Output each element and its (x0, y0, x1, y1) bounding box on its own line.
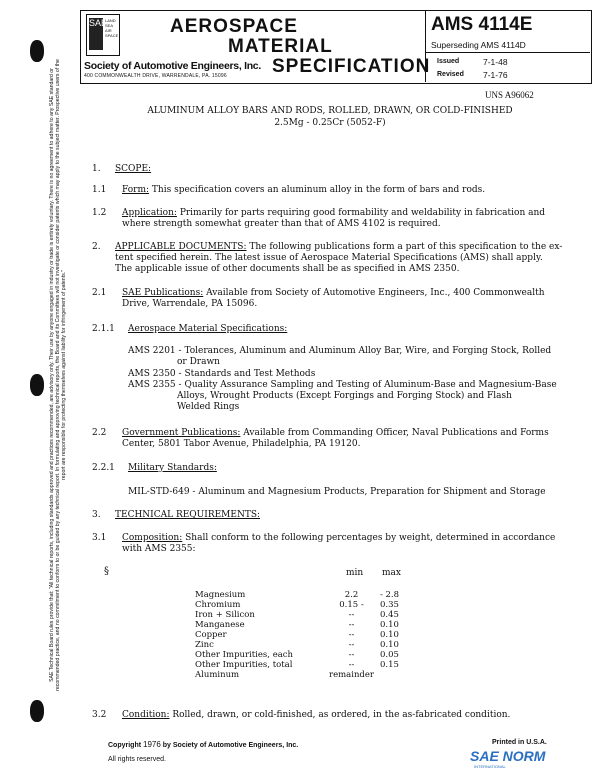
composition-row (192, 650, 402, 660)
element-max: - 2.8 (379, 590, 400, 600)
s1-num: 1. (92, 164, 101, 174)
specification-title: SPECIFICATION (272, 56, 431, 77)
composition-row (192, 670, 402, 680)
s3-1-num: 3.1 (92, 533, 107, 543)
element-max: 0.35 (379, 600, 399, 610)
s1-1-num: 1.1 (92, 185, 107, 195)
revised-label: Revised (437, 71, 464, 78)
element-name: Chromium (195, 600, 241, 610)
element-min: -- (348, 660, 355, 670)
element-name: Other Impurities, total (195, 660, 293, 670)
element-max: 0.10 (379, 640, 399, 650)
mil-std-649: MIL-STD-649 - Aluminum and Magnesium Products, Preparation for Shipment and Storage (128, 487, 546, 497)
s3-2-num: 3.2 (92, 710, 107, 720)
material-title: MATERIAL (228, 36, 333, 57)
element-min: -- (348, 620, 355, 630)
binder-hole-middle (30, 374, 44, 396)
s2-1-para: SAE Publications: Available from Society of Automotive Engineers, Inc., 400 Commonwealth Drive, Warrendale, PA 15096. (122, 288, 545, 309)
s2-1-num: 2.1 (92, 288, 107, 298)
org-address: 400 COMMONWEALTH DRIVE, WARRENDALE, PA. 15096 (84, 73, 227, 79)
s2-2-1-title: Military Standards: (128, 463, 217, 473)
element-max: 0.05 (379, 650, 399, 660)
s1-1-para: Form: This specification covers an aluminum alloy in the form of bars and rods. (122, 185, 486, 195)
binder-hole-top (30, 40, 44, 62)
element-min: 2.2 (344, 590, 359, 600)
ams-ref-2350: AMS 2350 - Standards and Test Methods (128, 369, 316, 379)
composition-row (192, 660, 402, 670)
s2-num: 2. (92, 242, 101, 252)
element-min: -- (348, 650, 355, 660)
aerospace-title: AEROSPACE (170, 16, 298, 37)
element-max: 0.10 (379, 630, 399, 640)
issued-label: Issued (437, 58, 460, 65)
revised-date: 7-1-76 (483, 70, 508, 80)
element-name: Magnesium (195, 590, 246, 600)
element-name: Other Impurities, each (195, 650, 294, 660)
composition-row (192, 610, 402, 620)
superseding: Superseding AMS 4114D (431, 40, 526, 50)
element-max: 0.15 (379, 660, 399, 670)
element-min: 0.15 - (339, 600, 364, 610)
doc-title-line1: ALUMINUM ALLOY BARS AND RODS, ROLLED, DRAWN, OR COLD-FINISHED (147, 106, 513, 116)
composition-row (192, 640, 402, 650)
header-rule (426, 52, 590, 53)
sae-logo-mark: SAE (89, 18, 103, 50)
element-name: Aluminum (195, 670, 240, 680)
uns-number: UNS A96062 (485, 90, 534, 100)
element-name: Zinc (195, 640, 214, 650)
ams-ref-2355: AMS 2355 - Quality Assurance Sampling and Testing of Aluminum-Base and Magnesium-Base Alloys, Wrought Products (Except Forgings and Forging Stock) and Flash Welded Rings (128, 380, 557, 412)
composition-mark: § (104, 566, 109, 577)
org-name: Society of Automotive Engineers, Inc. (84, 60, 261, 72)
s3-1-para: Composition: Shall conform to the following percentages by weight, determined in accordance with AMS 2355: (122, 533, 556, 554)
element-name: Copper (195, 630, 227, 640)
composition-row (192, 630, 402, 640)
element-max: 0.10 (379, 620, 399, 630)
element-min: -- (348, 640, 355, 650)
s2-1-1-num: 2.1.1 (92, 324, 115, 334)
sae-logo (86, 14, 120, 56)
s2-2-1-num: 2.2.1 (92, 463, 115, 473)
composition-table (192, 590, 402, 680)
element-min: remainder (329, 670, 374, 680)
doc-number: AMS 4114E (431, 14, 533, 35)
s1-2-para: Application: Primarily for parts requiring good formability and weldability in fabrication and where strength somewhat greater than that of AMS 4102 is required. (122, 208, 546, 229)
s2-para: APPLICABLE DOCUMENTS: The following publications form a part of this specification to the ex- tent specified herein. The latest issue of Aerospace Material Specifications (AMS) shall apply. The applicable issue of other documents shall be as specified in AMS 2350. (115, 242, 563, 274)
s3-title: TECHNICAL REQUIREMENTS: (115, 510, 261, 520)
element-max: 0.45 (379, 610, 399, 620)
element-min: -- (348, 610, 355, 620)
binder-hole-bottom (30, 700, 44, 722)
element-max (377, 670, 402, 680)
element-min: -- (348, 630, 355, 640)
col-min-header: min (346, 568, 364, 578)
s3-2-para: Condition: Rolled, drawn, or cold-finished, as ordered, in the as-fabricated condition. (122, 710, 511, 720)
element-name: Iron + Silicon (195, 610, 255, 620)
side-notice: SAE Technical Board rules provide that: "All technical reports, including standards approved and practices recommended, are advisory only. Their use by anyone engaged in industry or trade is entirely voluntary. There is no agreement to adhere to any SAE standard or recommended practice, and no commitment to conform to or be guided by any technical report. In formulating and approving technical reports, the Board and its Committees will not investigate or consider patents which may apply to the subject matter. Prospective users of the report are responsible for protecting themselves against liability for infringement of patents." (49, 59, 67, 691)
composition-row (192, 600, 402, 610)
composition-row (192, 620, 402, 630)
col-max-header: max (382, 568, 401, 578)
s3-num: 3. (92, 510, 101, 520)
issued-date: 7-1-48 (483, 57, 508, 67)
s2-2-para: Government Publications: Available from Commanding Officer, Naval Publications and Forms Center, 5801 Tabor Avenue, Philadelphia, PA 19120. (122, 428, 549, 449)
s1-title: SCOPE: (115, 164, 152, 174)
watermark-sub: INTERNATIONAL (474, 764, 506, 769)
rights: All rights reserved. (108, 756, 166, 763)
printed: Printed in U.S.A. (492, 739, 547, 746)
s2-2-num: 2.2 (92, 428, 107, 438)
doc-title-line2: 2.5Mg - 0.25Cr (5052-F) (274, 118, 386, 128)
watermark: SAE NORM (470, 748, 546, 764)
sae-logo-text: LAND SEA AIR SPACE (105, 18, 119, 38)
element-name: Manganese (195, 620, 245, 630)
s2-1-1-title: Aerospace Material Specifications: (128, 324, 288, 334)
copyright: Copyright 1976 by Society of Automotive Engineers, Inc. (108, 740, 299, 749)
ams-ref-2201: AMS 2201 - Tolerances, Aluminum and Aluminum Alloy Bar, Wire, and Forging Stock, Rolled or Drawn (128, 346, 552, 367)
s1-2-num: 1.2 (92, 208, 107, 218)
composition-row (192, 590, 402, 600)
